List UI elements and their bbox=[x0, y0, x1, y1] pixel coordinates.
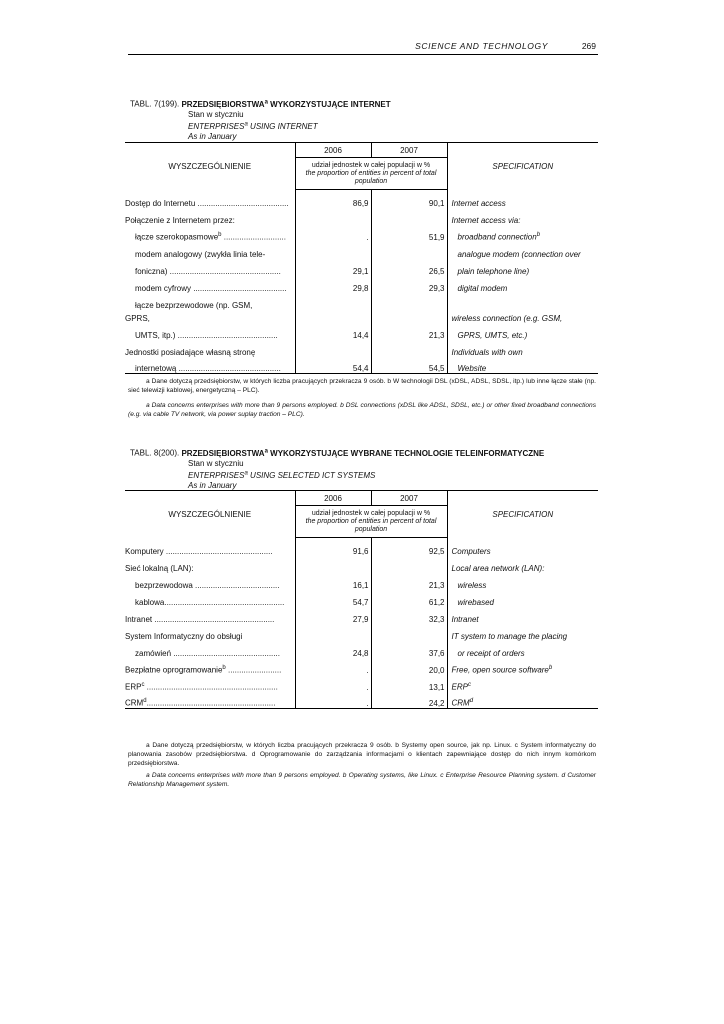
row-value-2006: 24,8 bbox=[295, 641, 371, 658]
row-label: łącze szerokopasmowe$^b$ ............................ bbox=[125, 225, 295, 242]
row-value-2006 bbox=[295, 242, 371, 259]
row-label: Jednostki posiadające własną stronę bbox=[125, 340, 295, 357]
row-specification: Website bbox=[447, 357, 598, 374]
table1-caption: TABL. 7(199). PRZEDSIĘBIORSTWA$^a$ WYKORZYSTUJĄCE INTERNET Stan w styczniu ENTERPRISES$^a$ USING INTERNET As in January bbox=[130, 99, 391, 142]
row-value-2006 bbox=[295, 208, 371, 225]
row-value-2007: 51,9 bbox=[371, 225, 447, 242]
row-label: Sieć lokalną (LAN): bbox=[125, 556, 295, 573]
row-label: Dostęp do Internetu ......................................... bbox=[125, 190, 295, 208]
row-value-2006: 14,4 bbox=[295, 323, 371, 340]
row-specification: wireless bbox=[457, 580, 487, 590]
row-specification: GPRS, UMTS, etc.) bbox=[457, 330, 528, 340]
row-value-2007: 26,5 bbox=[371, 259, 447, 276]
table-row bbox=[125, 340, 598, 357]
table-row bbox=[125, 641, 598, 658]
row-value-2007: 90,1 bbox=[371, 190, 447, 208]
table-row bbox=[125, 624, 598, 641]
table-row bbox=[125, 242, 598, 259]
table1-footnote-en: a Data concerns enterprises with more than 9 persons employed. b DSL connections (xDSL like ADSL, SDSL, etc.) or other fixed broadband connections (e.g. via cable TV network, via power suplay traction – PLC). bbox=[128, 402, 596, 418]
row-label: modem analogowy (zwykła linia tele- bbox=[125, 242, 295, 259]
row-label: GPRS, bbox=[125, 310, 295, 323]
row-specification: analogue modem (connection over bbox=[457, 249, 581, 259]
row-value-2007 bbox=[371, 340, 447, 357]
row-label: modem cyfrowy .......................................... bbox=[125, 276, 295, 293]
row-specification: Free, open source software$^b$ bbox=[451, 664, 553, 675]
row-value-2006 bbox=[295, 624, 371, 641]
row-value-2006: 54,4 bbox=[295, 357, 371, 374]
row-specification: CRM$^d$ bbox=[447, 692, 598, 709]
row-specification: Computers bbox=[451, 546, 491, 556]
row-label: łącze bezprzewodowe (np. GSM, bbox=[125, 293, 295, 310]
row-value-2007 bbox=[371, 293, 447, 310]
table-row bbox=[125, 259, 598, 276]
table-row bbox=[125, 692, 598, 709]
row-label: ERP$^c$ ........................................................... bbox=[125, 675, 295, 692]
table1-footnote-pl: a Dane dotyczą przedsiębiorstw, w których liczba pracujących przekracza 9 osób. b W technologii DSL (xDSL, ADSL, SDSL, itp.) lub inne łącze stałe (np. sieć telewizji kablowej, energetyczną – PLC). bbox=[128, 378, 596, 394]
table2-unit: udział jednostek w całej populacji w % the proportion of entities in percent of total population bbox=[295, 506, 447, 538]
row-specification: plain telephone line) bbox=[457, 266, 530, 276]
row-value-2006: 29,1 bbox=[295, 259, 371, 276]
row-value-2007: 92,5 bbox=[371, 538, 447, 556]
row-value-2007: 13,1 bbox=[371, 675, 447, 692]
table2-footnote-pl: a Dane dotyczą przedsiębiorstw, w których liczba pracujących przekracza 9 osób. b Systemy open source, jak np. Linux. c System informatyczny do planowania zasobów przedsiębiorstwa. d Oprogramowanie do zarządzania informacjami o klientach zapewniające dostęp do nich innym komórkom przedsiębiorstwa. bbox=[128, 742, 596, 767]
table-row bbox=[125, 293, 598, 310]
row-value-2006: 86,9 bbox=[295, 190, 371, 208]
table-row bbox=[125, 190, 598, 208]
row-specification: Individuals with own bbox=[451, 347, 523, 357]
row-value-2006: . bbox=[295, 675, 371, 692]
row-specification: wirebased bbox=[457, 597, 494, 607]
table-row bbox=[125, 310, 598, 323]
table1-number: TABL. 7(199). bbox=[130, 99, 180, 109]
table2-footnote-en: a Data concerns enterprises with more than 9 persons employed. b Operating systems, like Linux. c Enterprise Resource Planning system. d Customer Relationship Management system. bbox=[128, 772, 596, 788]
table1-year-2006: 2006 bbox=[295, 143, 371, 158]
table2-year-2006: 2006 bbox=[295, 491, 371, 506]
row-specification: or receipt of orders bbox=[457, 648, 525, 658]
table2-col-name: WYSZCZEGÓLNIENIE bbox=[125, 491, 295, 538]
row-value-2006: . bbox=[295, 225, 371, 242]
table2-number: TABL. 8(200). bbox=[130, 448, 180, 458]
running-header bbox=[128, 40, 598, 55]
row-value-2007: 54,5 bbox=[371, 357, 447, 374]
row-label: Komputery ................................................ bbox=[125, 538, 295, 556]
running-title: SCIENCE AND TECHNOLOGY bbox=[415, 41, 548, 51]
row-value-2006: . bbox=[295, 692, 371, 709]
table-row bbox=[125, 538, 598, 556]
row-label: Połączenie z Internetem przez: bbox=[125, 208, 295, 225]
table-row bbox=[125, 208, 598, 225]
row-label: kablowa...................................................... bbox=[125, 590, 295, 607]
row-label: Bezpłatne oprogramowanie$^b$ ........................ bbox=[125, 658, 295, 675]
row-value-2007: 20,0 bbox=[371, 658, 447, 675]
row-specification: IT system to manage the placing bbox=[451, 631, 568, 641]
table2-title-en: ENTERPRISES bbox=[188, 471, 245, 481]
row-value-2007 bbox=[371, 208, 447, 225]
table-row bbox=[125, 658, 598, 675]
table-row bbox=[125, 573, 598, 590]
row-specification bbox=[447, 293, 598, 310]
row-label: System Informatyczny do obsługi bbox=[125, 624, 295, 641]
row-value-2007: 21,3 bbox=[371, 323, 447, 340]
row-specification: broadband connection$^b$ bbox=[457, 231, 541, 242]
row-value-2007: 24,2 bbox=[371, 692, 447, 709]
row-value-2007: 37,6 bbox=[371, 641, 447, 658]
row-specification: wireless connection (e.g. GSM, bbox=[451, 313, 563, 323]
table1-unit: udział jednostek w całej populacji w % the proportion of entities in percent of total population bbox=[295, 158, 447, 190]
table2-col-spec: SPECIFICATION bbox=[447, 491, 598, 538]
table-row bbox=[125, 276, 598, 293]
row-value-2007 bbox=[371, 242, 447, 259]
row-specification: Internet access bbox=[451, 198, 506, 208]
table1-subtitle-en: As in January bbox=[188, 132, 237, 142]
table2-subtitle-en: As in January bbox=[188, 481, 237, 491]
row-specification: Internet access via: bbox=[451, 215, 521, 225]
row-value-2006: 27,9 bbox=[295, 607, 371, 624]
table-row bbox=[125, 357, 598, 374]
row-value-2007: 32,3 bbox=[371, 607, 447, 624]
table-row bbox=[125, 590, 598, 607]
row-value-2006: 54,7 bbox=[295, 590, 371, 607]
table1 bbox=[125, 142, 598, 374]
row-label: zamówień ................................................ bbox=[125, 641, 295, 658]
row-value-2007: 29,3 bbox=[371, 276, 447, 293]
table2-caption: TABL. 8(200). PRZEDSIĘBIORSTWA$^a$ WYKORZYSTUJĄCE WYBRANE TECHNOLOGIE TELEINFORMATYCZNE Stan w styczniu ENTERPRISES$^a$ USING SELECTED ICT SYSTEMS As in January bbox=[130, 448, 545, 491]
row-specification: Local area network (LAN): bbox=[451, 563, 545, 573]
row-label: Intranet ...................................................... bbox=[125, 607, 295, 624]
row-value-2006: 29,8 bbox=[295, 276, 371, 293]
table1-year-2007: 2007 bbox=[371, 143, 447, 158]
table2-year-2007: 2007 bbox=[371, 491, 447, 506]
table2-title: PRZEDSIĘBIORSTWA bbox=[181, 448, 265, 458]
row-specification: ERP$^c$ bbox=[451, 681, 471, 692]
row-specification: digital modem bbox=[457, 283, 508, 293]
table2 bbox=[125, 490, 598, 709]
table1-col-spec: SPECIFICATION bbox=[447, 143, 598, 190]
row-value-2007 bbox=[371, 624, 447, 641]
row-specification: Intranet bbox=[451, 614, 479, 624]
row-label: CRM$^d$.......................................................... bbox=[125, 692, 295, 709]
table-row bbox=[125, 556, 598, 573]
row-value-2007 bbox=[371, 310, 447, 323]
row-value-2006 bbox=[295, 340, 371, 357]
row-value-2007 bbox=[371, 556, 447, 573]
table1-col-name: WYSZCZEGÓLNIENIE bbox=[125, 143, 295, 190]
row-label: foniczna) .................................................. bbox=[125, 259, 295, 276]
table-row bbox=[125, 323, 598, 340]
table-row bbox=[125, 607, 598, 624]
row-value-2006 bbox=[295, 293, 371, 310]
row-value-2007: 21,3 bbox=[371, 573, 447, 590]
row-value-2006: . bbox=[295, 658, 371, 675]
row-label: UMTS, itp.) ............................................. bbox=[125, 323, 295, 340]
page-number: 269 bbox=[581, 41, 596, 51]
row-label: internetową .............................................. bbox=[125, 357, 295, 374]
table1-title-en: ENTERPRISES bbox=[188, 122, 245, 132]
row-value-2006 bbox=[295, 556, 371, 573]
row-value-2006: 16,1 bbox=[295, 573, 371, 590]
row-value-2006: 91,6 bbox=[295, 538, 371, 556]
row-label: bezprzewodowa ...................................... bbox=[125, 573, 295, 590]
table1-subtitle: Stan w styczniu bbox=[188, 109, 244, 119]
table-row bbox=[125, 225, 598, 242]
table1-title: PRZEDSIĘBIORSTWA bbox=[181, 99, 265, 109]
table2-subtitle: Stan w styczniu bbox=[188, 458, 244, 468]
table-row bbox=[125, 675, 598, 692]
row-value-2007: 61,2 bbox=[371, 590, 447, 607]
row-value-2006 bbox=[295, 310, 371, 323]
